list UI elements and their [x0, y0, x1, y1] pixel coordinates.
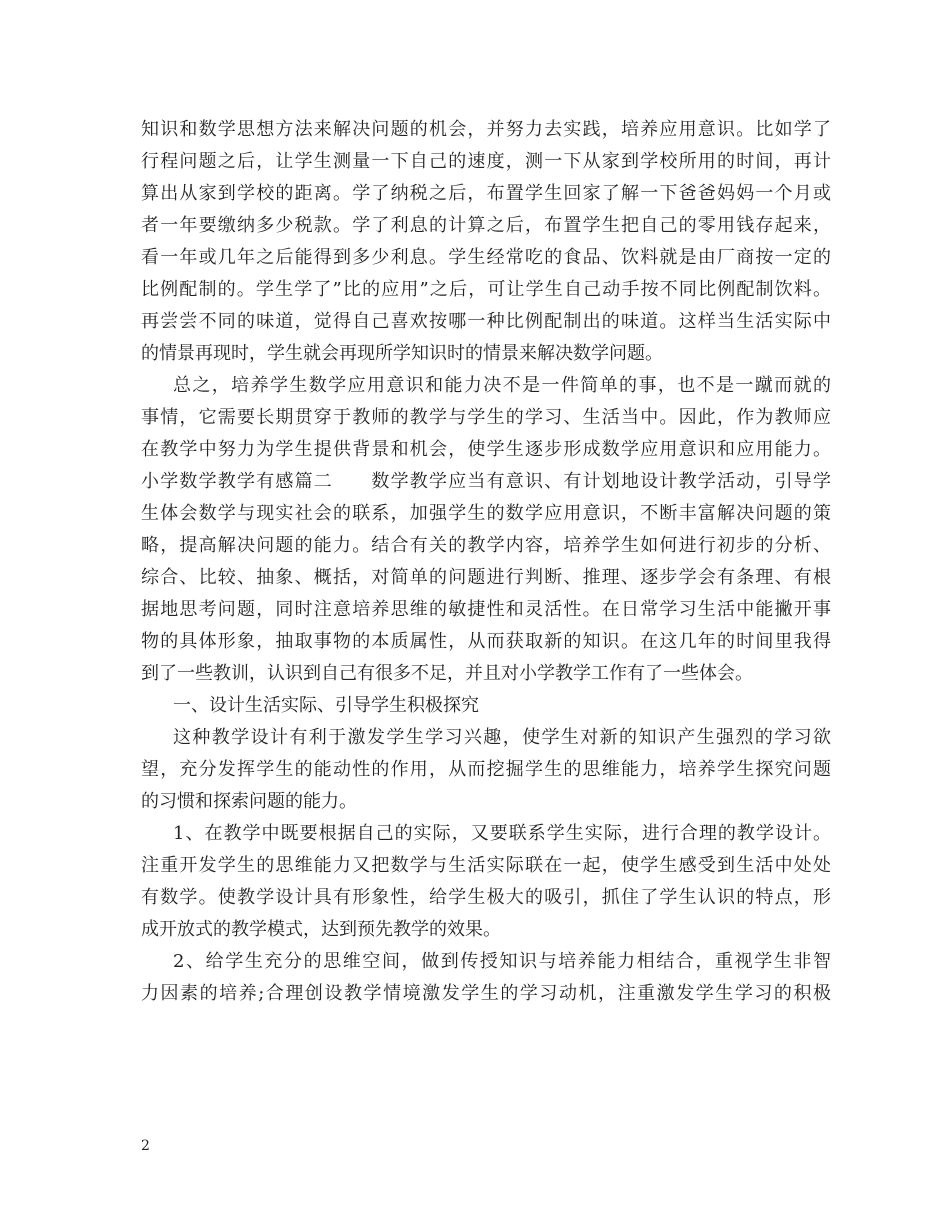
text-line: 者一年要缴纳多少税款。学了利息的计算之后，布置学生把自己的零用钱存起来，	[141, 215, 831, 236]
text-line: 事情，它需要长期贯穿于教师的教学与学生的学习、生活当中。因此，作为教师应	[141, 407, 831, 428]
text-line: 再尝尝不同的味道，觉得自己喜欢按哪一种比例配制出的味道。这样当生活实际中	[141, 311, 831, 332]
body-text	[141, 114, 831, 1010]
text-line: 总之，培养学生数学应用意识和能力决不是一件简单的事，也不是一蹴而就的	[173, 375, 831, 396]
text-line: 知识和数学思想方法来解决问题的机会，并努力去实践，培养应用意识。比如学了	[141, 119, 831, 140]
text-line: 的习惯和探索问题的能力。	[141, 791, 357, 812]
text-line: 2、给学生充分的思维空间，做到传授知识与培养能力相结合，重视学生非智	[173, 951, 831, 972]
text-line: 行程问题之后，让学生测量一下自己的速度，测一下从家到学校所用的时间，再计	[141, 151, 831, 172]
text-line: 到了一些教训，认识到自己有很多不足，并且对小学教学工作有了一些体会。	[141, 663, 753, 684]
text-line: 物的具体形象，抽取事物的本质属性，从而获取新的知识。在这几年的时间里我得	[141, 631, 831, 652]
text-line: 比例配制的。学生学了”比的应用”之后，可让学生自己动手按不同比例配制饮料。	[141, 279, 831, 300]
text-line: 注重开发学生的思维能力又把数学与生活实际联在一起，使学生感受到生活中处处	[141, 855, 831, 876]
text-line: 看一年或几年之后能得到多少利息。学生经常吃的食品、饮料就是由厂商按一定的	[141, 247, 831, 268]
text-line: 一、设计生活实际、引导学生积极探究	[173, 695, 479, 716]
text-line: 望，充分发挥学生的能动性的作用，从而挖掘学生的思维能力，培养学生探究问题	[141, 759, 831, 780]
text-line: 据地思考问题，同时注意培养思维的敏捷性和灵活性。在日常学习生活中能撇开事	[141, 599, 831, 620]
text-line: 力因素的培养;合理创设教学情境激发学生的学习动机，注重激发学生学习的积极	[141, 983, 831, 1004]
text-line: 小学数学教学有感篇二 数学教学应当有意识、有计划地设计教学活动，引导学	[141, 471, 831, 492]
text-line: 在教学中努力为学生提供背景和机会，使学生逐步形成数学应用意识和应用能力。	[141, 439, 831, 460]
text-line: 算出从家到学校的距离。学了纳税之后，布置学生回家了解一下爸爸妈妈一个月或	[141, 183, 831, 204]
text-line: 有数学。使教学设计具有形象性，给学生极大的吸引，抓住了学生认识的特点，形	[141, 887, 831, 908]
text-line: 综合、比较、抽象、概括，对简单的问题进行判断、推理、逐步学会有条理、有根	[141, 567, 831, 588]
text-line: 略，提高解决问题的能力。结合有关的教学内容，培养学生如何进行初步的分析、	[141, 535, 831, 556]
page-number: 2	[141, 1138, 150, 1154]
text-line: 的情景再现时，学生就会再现所学知识时的情景来解决数学问题。	[141, 343, 663, 364]
text-line: 成开放式的教学模式，达到预先教学的效果。	[141, 919, 501, 940]
text-line: 这种教学设计有利于激发学生学习兴趣，使学生对新的知识产生强烈的学习欲	[173, 727, 831, 748]
text-line: 1、在教学中既要根据自己的实际，又要联系学生实际，进行合理的教学设计。	[173, 823, 831, 844]
text-line: 生体会数学与现实社会的联系，加强学生的数学应用意识，不断丰富解决问题的策	[141, 503, 831, 524]
